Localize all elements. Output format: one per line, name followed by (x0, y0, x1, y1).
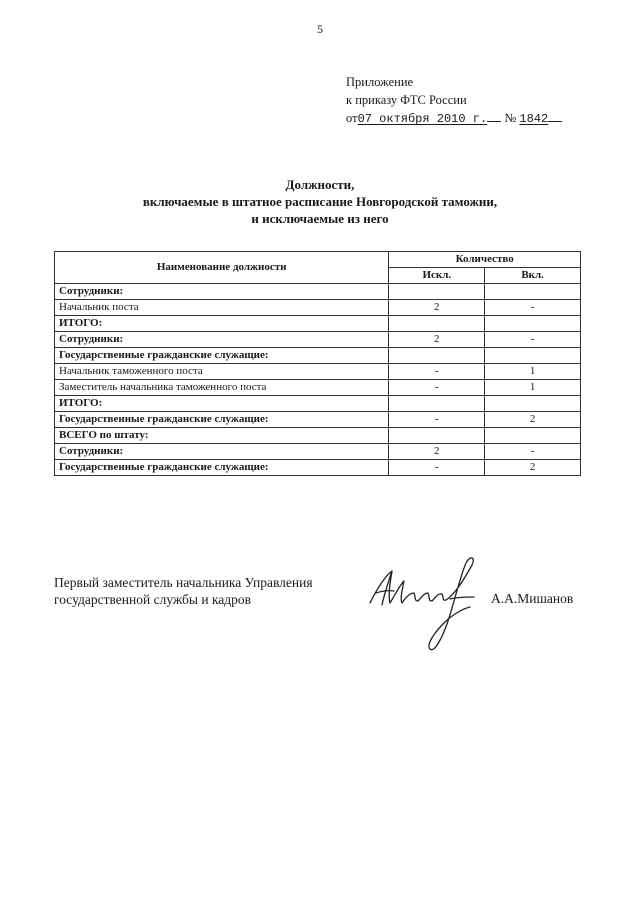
excluded-count-cell: 2 (389, 444, 485, 460)
position-name-cell: ИТОГО: (55, 316, 389, 332)
order-number-label: № (504, 111, 517, 125)
excluded-count-cell (389, 284, 485, 300)
excluded-count-cell: - (389, 364, 485, 380)
included-count-cell (485, 396, 581, 412)
handwritten-signature-icon (362, 553, 492, 663)
position-name-cell: Заместитель начальника таможенного поста (55, 380, 389, 396)
table-row (55, 444, 581, 460)
excluded-count-cell: 2 (389, 300, 485, 316)
header-excluded: Искл. (389, 268, 485, 284)
signer-name: А.А.Мишанов (491, 591, 574, 606)
excluded-count-cell: - (389, 412, 485, 428)
appendix-order-line (346, 109, 562, 128)
signer-title-line-1: Первый заместитель начальника Управления (54, 575, 313, 590)
included-count-cell (485, 428, 581, 444)
position-name-cell: Государственные гражданские служащие: (55, 460, 389, 476)
table-row (55, 348, 581, 364)
table-row (55, 396, 581, 412)
table-row (55, 316, 581, 332)
table-row (55, 412, 581, 428)
included-count-cell: 1 (485, 380, 581, 396)
excluded-count-cell (389, 316, 485, 332)
table-row (55, 284, 581, 300)
included-count-cell: 2 (485, 412, 581, 428)
included-count-cell: - (485, 332, 581, 348)
included-count-cell: - (485, 300, 581, 316)
position-name-cell: Сотрудники: (55, 284, 389, 300)
included-count-cell: - (485, 444, 581, 460)
title-line-2: включаемые в штатное расписание Новгородской таможни, (142, 194, 498, 209)
header-position-name: Наименование должности (55, 252, 389, 284)
position-name-cell: Начальник таможенного поста (55, 364, 389, 380)
title-line-3: и исключаемые из него (251, 211, 389, 226)
positions-table-body (55, 284, 581, 476)
header-quantity: Количество (389, 252, 581, 268)
page-number: 5 (317, 22, 323, 36)
positions-table (54, 251, 581, 476)
position-name-cell: Сотрудники: (55, 332, 389, 348)
included-count-cell: 1 (485, 364, 581, 380)
excluded-count-cell (389, 428, 485, 444)
appendix-title: Приложение (346, 75, 414, 89)
position-name-cell: ИТОГО: (55, 396, 389, 412)
order-number: 1842 (519, 112, 549, 126)
included-count-cell (485, 284, 581, 300)
table-row (55, 332, 581, 348)
position-name-cell: Государственные гражданские служащие: (55, 412, 389, 428)
appendix-block (346, 73, 562, 128)
position-name-cell: Начальник поста (55, 300, 389, 316)
order-date: 07 октября 2010 г. (357, 112, 488, 126)
table-row (55, 428, 581, 444)
included-count-cell (485, 348, 581, 364)
excluded-count-cell (389, 396, 485, 412)
table-row (55, 460, 581, 476)
header-included: Вкл. (485, 268, 581, 284)
table-row (55, 364, 581, 380)
included-count-cell (485, 316, 581, 332)
document-title (0, 176, 640, 227)
excluded-count-cell: 2 (389, 332, 485, 348)
title-line-1: Должности, (285, 177, 355, 192)
position-name-cell: Сотрудники: (55, 444, 389, 460)
excluded-count-cell: - (389, 380, 485, 396)
table-row (55, 380, 581, 396)
position-name-cell: ВСЕГО по штату: (55, 428, 389, 444)
appendix-order-ref: к приказу ФТС России (346, 93, 467, 107)
excluded-count-cell (389, 348, 485, 364)
excluded-count-cell: - (389, 460, 485, 476)
position-name-cell: Государственные гражданские служащие: (55, 348, 389, 364)
included-count-cell: 2 (485, 460, 581, 476)
order-prefix: от (346, 111, 358, 125)
signer-title (54, 574, 313, 608)
table-row (55, 300, 581, 316)
signer-title-line-2: государственной службы и кадров (54, 592, 252, 607)
